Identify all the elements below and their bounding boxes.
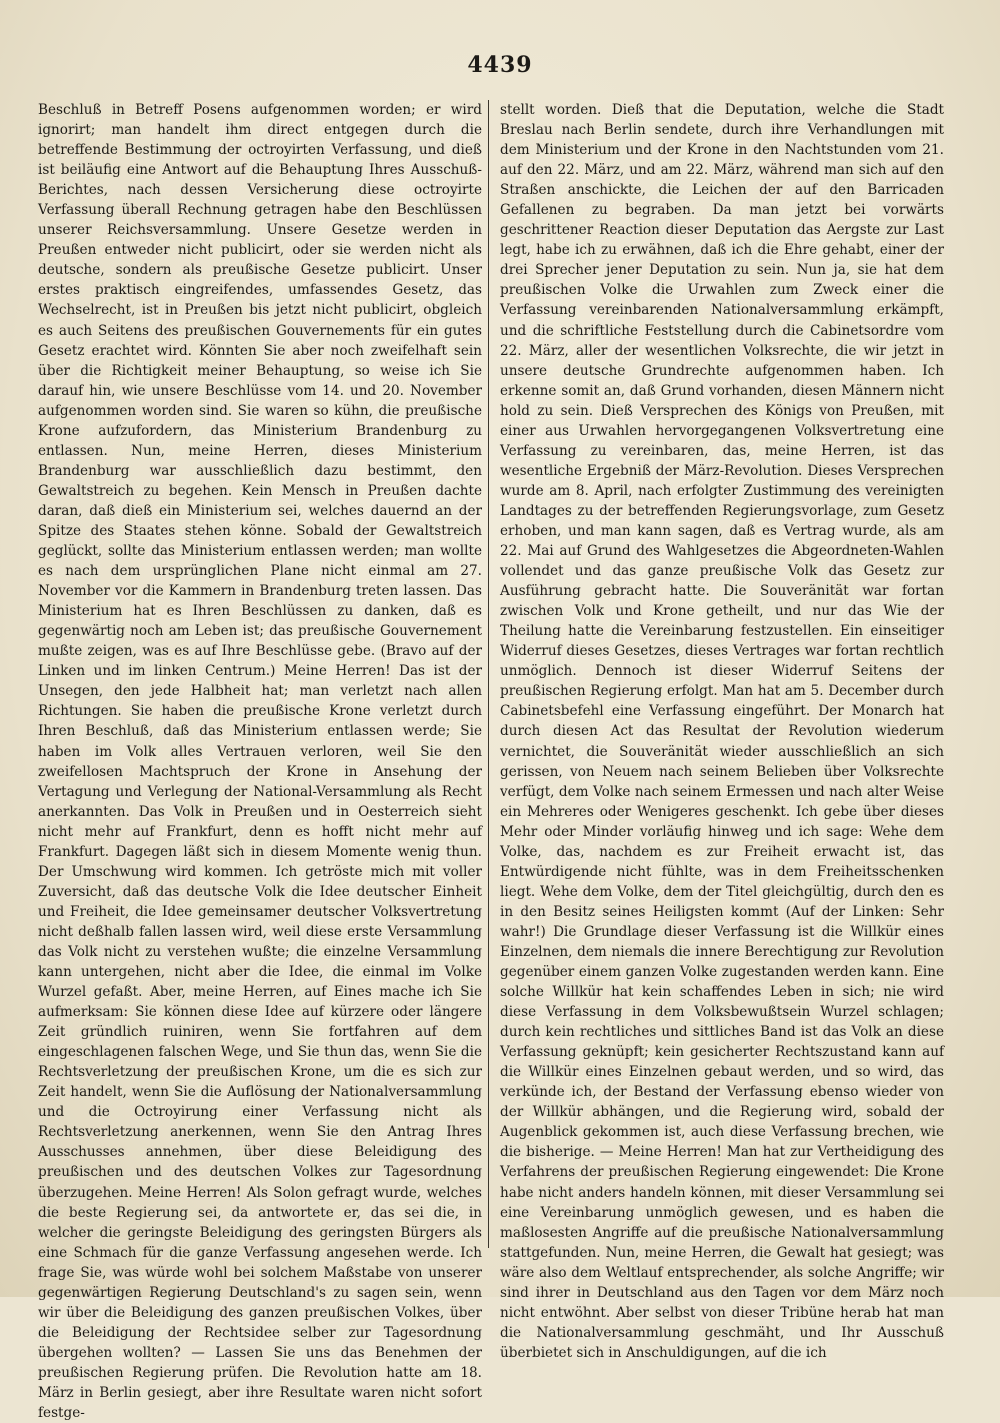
left-column-text: Beschluß in Betreff Posens aufgenommen worden; er wird ignorirt; man handelt ihm direct entgegen durch die betreffende Bestimmung der octroyirten Verfassung, und dieß ist beiläufig eine Antwort auf die Behauptung Ihres Ausschuß-Berichtes, nach dessen Versicherung diese octroyirte Verfassung überall Rechnung getragen habe den Beschlüssen unserer Reichsversammlung. Unsere Gesetze werden in Preußen entweder nicht publicirt, oder sie werden nicht als deutsche, sondern als preußische Gesetze publicirt. Unser erstes praktisch eingreifendes, umfassendes Gesetz, das Wechselrecht, ist in Preußen bis jetzt nicht publicirt, obgleich es auch Seitens des preußischen Gouvernements für ein gutes Gesetz erachtet wird. Könnten Sie aber noch zweifelhaft sein über die Richtigkeit meiner Behauptung, so weise ich Sie darauf hin, wie unsere Beschlüsse vom 14. und 20. November aufgenommen worden sind. Sie waren so kühn, die preußische Krone aufzufordern, das Ministerium Brandenburg zu entlassen. Nun, meine Herren, dieses Ministerium Brandenburg war ausschließlich dazu bestimmt, den Gewaltstreich zu begehen. Kein Mensch in Preußen dachte daran, daß dieß ein Ministerium sei, welches dauernd an der Spitze des Staates stehen könne. Sobald der Gewaltstreich geglückt, sollte das Ministerium entlassen werden; man wollte es nach dem ursprünglichen Plane nicht einmal am 27. November vor die Kammern in Brandenburg treten lassen. Das Ministerium hat es Ihren Beschlüssen zu danken, daß es gegenwärtig noch am Leben ist; das preußische Gouvernement mußte zeigen, was es auf Ihre Beschlüsse gebe. (Bravo auf der Linken und im linken Centrum.) Meine Herren! Das ist der Unsegen, den jede Halbheit hat; man verletzt nach allen Richtungen. Sie haben die preußische Krone verletzt durch Ihren Beschluß, daß das Ministerium entlassen werde; Sie haben im Volk alles Vertrauen verloren, weil Sie den zweifellosen Machtspruch der Krone in Ansehung der Vertagung und Verlegung der National-Versammlung als Recht anerkannten. Das Volk in Preußen und in Oesterreich sieht nicht mehr auf Frankfurt, denn es hofft nicht mehr auf Frankfurt. Dagegen läßt sich in diesem Momente wenig thun. Der Umschwung wird kommen. Ich getröste mich mit voller Zuversicht, daß das deutsche Volk die Idee deutscher Einheit und Freiheit, die Idee gemeinsamer deutscher Volksvertretung nicht deßhalb fallen lassen wird, weil diese erste Versammlung das Volk nicht zu verstehen wußte; die einzelne Versammlung kann untergehen, nicht aber die Idee, die einmal im Volke Wurzel gefaßt. Aber, meine Herren, auf Eines mache ich Sie aufmerksam: Sie können diese Idee auf kürzere oder längere Zeit gründlich ruiniren, wenn Sie fortfahren auf dem eingeschlagenen falschen Wege, und Sie thun das, wenn Sie die Rechtsverletzung der preußischen Krone, um die es sich zur Zeit handelt, wenn Sie die Auflösung der Nationalversammlung und die Octroyirung einer Verfassung nicht als Rechtsverletzung anerkennen, wenn Sie den Antrag Ihres Ausschusses annehmen, über diese Beleidigung des preußischen und des deutschen Volkes zur Tagesordnung überzugehen. Meine Herren! Als Solon gefragt wurde, welches die beste Regierung sei, da antwortete er, das sei die, in welcher die geringste Beleidigung des geringsten Bürgers als eine Schmach für die ganze Verfassung angesehen werde. Ich frage Sie, was würde wohl bei solchem Maßstabe von unserer gegenwärtigen Regierung Deutschland's zu sagen sein, wenn wir über die Beleidigung des ganzen preußischen Volkes, über die Beleidigung der Rechtsidee selber zur Tagesordnung übergehen wollten? — Lassen Sie uns das Benehmen der preußischen Regierung prüfen. Die Revolution hatte am 18. März in Berlin gesiegt, aber ihre Resultate waren nicht sofort festge- xyxy=(38,102,482,1422)
text-column-left xyxy=(38,100,482,1422)
column-divider xyxy=(488,100,489,1248)
right-column-text: stellt worden. Dieß that die Deputation, welche die Stadt Breslau nach Berlin sendete, durch ihre Verhandlungen mit dem Ministerium und der Krone in den Nachtstunden vom 21. auf den 22. März, und am 22. März, während man sich auf den Straßen anschickte, die Leichen der auf den Barricaden Gefallenen zu begraben. Da man jetzt bei vorwärts geschrittener Reaction dieser Deputation das Aergste zur Last legt, habe ich zu erwähnen, daß ich die Ehre gehabt, einer der drei Sprecher jener Deputation zu sein. Nun ja, sie hat dem preußischen Volke die Urwahlen zum Zweck einer die Verfassung vereinbarenden Nationalversammlung erkämpft, und die schriftliche Feststellung durch die Cabinetsordre vom 22. März, aller der wesentlichen Volksrechte, die wir jetzt in unsere deutsche Grundrechte aufgenommen haben. Ich erkenne somit an, daß Grund vorhanden, diesen Männern nicht hold zu sein. Dieß Versprechen des Königs von Preußen, mit einer aus Urwahlen hervorgegangenen Volksvertretung eine Verfassung zu vereinbaren, das, meine Herren, ist das wesentliche Ergebniß der März-Revolution. Dieses Versprechen wurde am 8. April, nach erfolgter Zustimmung des vereinigten Landtages zu der betreffenden Regierungsvorlage, zum Gesetz erhoben, und man kann sagen, daß es Vertrag wurde, als am 22. Mai auf Grund des Wahlgesetzes die Abgeordneten-Wahlen vollendet und das ganze preußische Volk das Gesetz zur Ausführung gebracht hatte. Die Souveränität war fortan zwischen Volk und Krone getheilt, und nur das Wie der Theilung hatte die Vereinbarung festzustellen. Ein einseitiger Widerruf dieses Gesetzes, dieses Vertrages war fortan rechtlich unmöglich. Dennoch ist dieser Widerruf Seitens der preußischen Regierung erfolgt. Man hat am 5. December durch Cabinetsbefehl eine Verfassung eingeführt. Der Monarch hat durch diesen Act das Resultat der Revolution wiederum vernichtet, die Souveränität wieder ausschließlich an sich gerissen, von Neuem nach seinem Belieben über Volksrechte verfügt, dem Volke nach seinem Ermessen und nach alter Weise ein Mehreres oder Wenigeres geschenkt. Ich gebe über dieses Mehr oder Minder vorläufig hinweg und ich sage: Wehe dem Volke, das, nachdem es zur Freiheit erwacht ist, das Entwürdigende nicht fühlte, was in dem Freiheitsschenken liegt. Wehe dem Volke, dem der Titel gleichgültig, durch den es in den Besitz seines Heiligsten kommt (Auf der Linken: Sehr wahr!) Die Grundlage dieser Verfassung ist die Willkür eines Einzelnen, dem niemals die innere Berechtigung zur Revolution gegenüber einem ganzen Volke zugestanden werden kann. Eine solche Willkür hat kein schaffendes Leben in sich; nie wird diese Verfassung in dem Volksbewußtsein Wurzel schlagen; durch kein rechtliches und sittliches Band ist das Volk an diese Verfassung geknüpft; kein gesicherter Rechtszustand kann auf die Willkür eines Einzelnen gebaut werden, und so wird, das verkünde ich, der Bestand der Verfassung ebenso wieder von der Willkür abhängen, und die Regierung wird, sobald der Augenblick gekommen ist, auch diese Verfassung brechen, wie die bisherige. — Meine Herren! Man hat zur Vertheidigung des Verfahrens der preußischen Regierung eingewendet: Die Krone habe nicht anders handeln können, mit dieser Versammlung sei eine Vereinbarung unmöglich gewesen, und es haben die maßlosesten Angriffe auf die preußische Nationalversammlung stattgefunden. Nun, meine Herren, die Gewalt hat gesiegt; was wäre also dem Weltlauf entsprechender, als solche Angriffe; wir sind ihrer in Deutschland aus den Tagen vor dem März noch nicht entwöhnt. Aber selbst von dieser Tribüne herab hat man die Nationalversammlung geschmäht, und Ihr Ausschuß überbietet sich in Anschuldigungen, auf die ich xyxy=(500,102,944,1361)
text-column-right xyxy=(500,100,944,1361)
page-number: 4439 xyxy=(467,52,533,78)
